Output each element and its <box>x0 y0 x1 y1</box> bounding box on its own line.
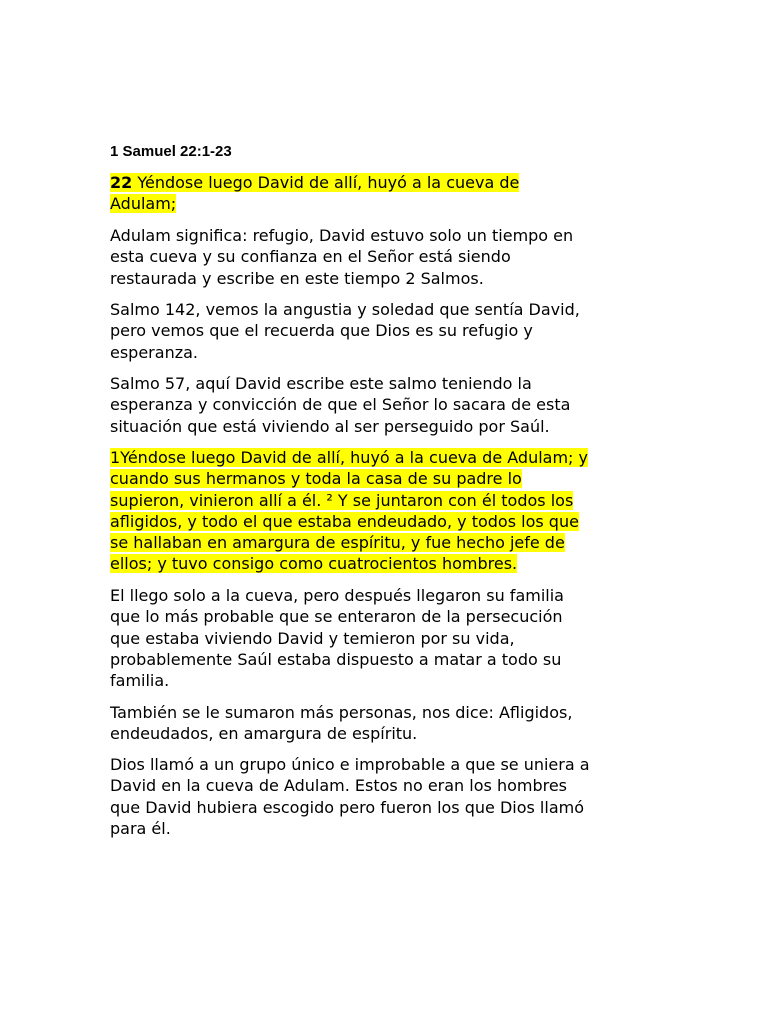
text-line: que estaba viviendo David y temieron por su vida, <box>110 628 515 648</box>
paragraph-adulam-meaning <box>110 225 670 289</box>
verse-paragraph <box>110 172 670 215</box>
text-line <box>110 193 670 214</box>
text-line: esperanza y convicción de que el Señor lo sacara de esta <box>110 395 571 415</box>
text-line: que David hubiera escogido pero fueron los que Dios llamó <box>110 797 584 817</box>
paragraph-more-people <box>110 702 670 745</box>
highlighted-text: Adulam; <box>110 194 177 214</box>
text-line <box>110 532 670 553</box>
highlighted-text: se hallaban en amargura de espíritu, y fue hecho jefe de <box>110 533 565 553</box>
highlighted-text <box>110 173 519 192</box>
document-title: 1 Samuel 22:1-23 <box>110 143 232 160</box>
text-line: Adulam significa: refugio, David estuvo solo un tiempo en <box>110 226 574 245</box>
text-line-content: Yéndose luego David de allí, huyó a la cueva de <box>132 173 520 192</box>
paragraph-salmo-57 <box>110 373 670 437</box>
text-line: probablemente Saúl estaba dispuesto a matar a todo su <box>110 649 562 669</box>
text-line: endeudados, en amargura de espíritu. <box>110 724 418 744</box>
highlighted-text: afligidos, y todo el que estaba endeudado, y todos los que <box>110 511 579 531</box>
text-line: para él. <box>110 818 171 838</box>
text-line: También se le sumaron más personas, nos dice: Afligidos, <box>110 703 573 722</box>
text-line <box>110 511 670 532</box>
text-line: pero vemos que el recuerda que Dios es su refugio y <box>110 321 533 341</box>
highlighted-text: cuando sus hermanos y toda la casa de su padre lo <box>110 469 522 489</box>
text-line: David en la cueva de Adulam. Estos no eran los hombres <box>110 776 568 796</box>
text-line: restaurada y escribe en este tiempo 2 Salmos. <box>110 268 484 288</box>
text-line: situación que está viviendo al ser perseguido por Saúl. <box>110 416 550 436</box>
highlighted-verse-paragraph <box>110 447 670 575</box>
text-line: Salmo 142, vemos la angustia y soledad que sentía David, <box>110 300 580 319</box>
text-line: El llego solo a la cueva, pero después llegaron su familia <box>110 586 564 605</box>
text-line: Dios llamó a un grupo único e improbable a que se uniera a <box>110 755 590 774</box>
text-line: familia. <box>110 671 170 691</box>
text-line <box>110 553 670 574</box>
paragraph-family <box>110 585 670 691</box>
text-line: esta cueva y su confianza en el Señor está siendo <box>110 247 511 267</box>
text-line: esperanza. <box>110 342 198 362</box>
highlighted-text: supieron, vinieron allí a él. ² Y se juntaron con él todos los <box>110 490 574 510</box>
text-line: Salmo 57, aquí David escribe este salmo teniendo la <box>110 374 532 393</box>
verse-number: 22 <box>110 173 133 192</box>
text-line <box>110 490 670 511</box>
paragraph-salmo-142 <box>110 299 670 363</box>
text-line <box>110 468 670 489</box>
text-line: que lo más probable que se enteraron de la persecución <box>110 607 563 627</box>
highlighted-text: 1Yéndose luego David de allí, huyó a la cueva de Adulam; y <box>110 448 588 467</box>
highlighted-text: ellos; y tuvo consigo como cuatrocientos hombres. <box>110 554 518 574</box>
paragraph-god-called <box>110 754 670 839</box>
text-line <box>110 172 670 193</box>
text-line <box>110 447 670 468</box>
